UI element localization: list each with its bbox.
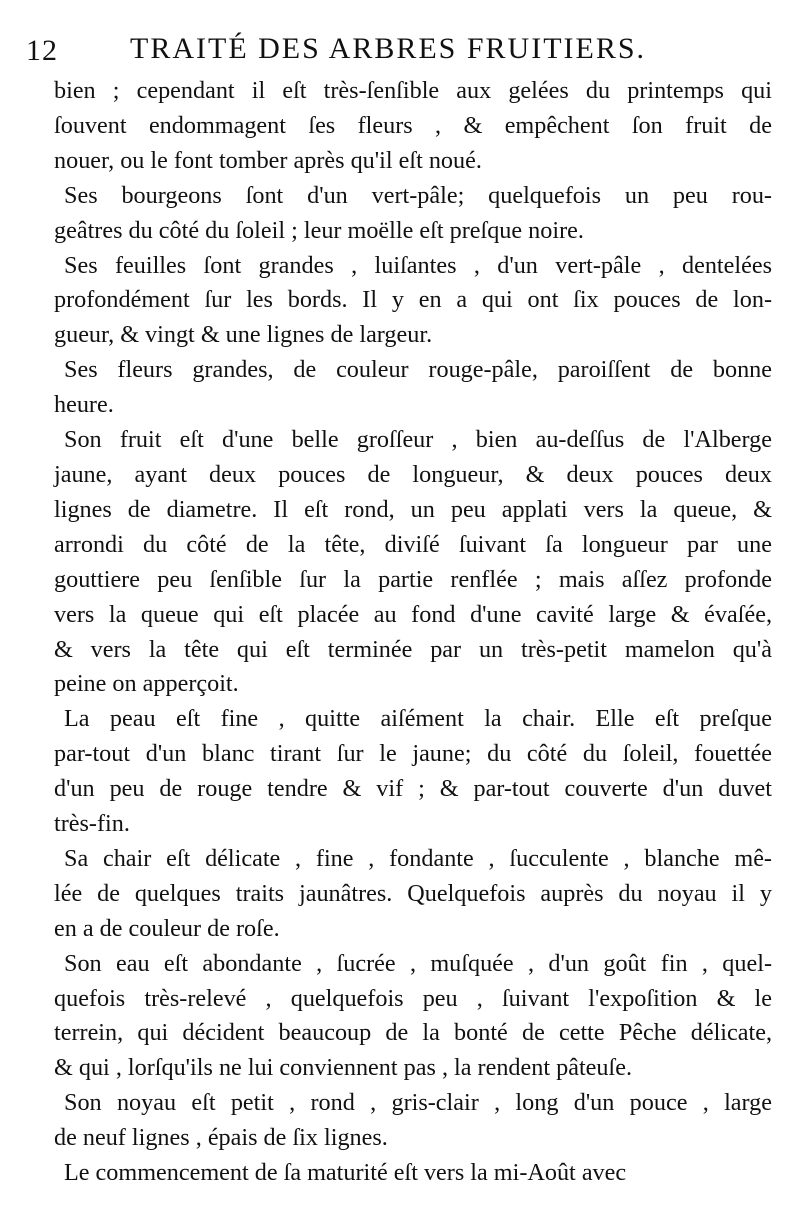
text-line: Ses feuilles ſont grandes , luiſantes , d'un vert-pâle , dentelées [64, 251, 772, 279]
text-line: peine on apperçoit. [54, 670, 239, 698]
text-line: nouer, ou le font tomber après qu'il eſt noué. [54, 146, 482, 174]
text-line: Ses fleurs grandes, de couleur rouge-pâle, paroiſſent de bonne [64, 356, 772, 384]
text-line: quefois très-relevé , quelquefois peu , ſuivant l'expoſition & le [54, 984, 772, 1012]
paragraph [54, 249, 772, 354]
text-line: de neuf lignes , épais de ſix lignes. [54, 1124, 388, 1152]
text-line: par-tout d'un blanc tirant ſur le jaune; du côté du ſoleil, fouettée [54, 740, 772, 768]
text-line: & qui , lorſqu'ils ne lui conviennent pas , la rendent pâteuſe. [54, 1054, 632, 1082]
text-line: gouttiere peu ſenſible ſur la partie renflée ; mais aſſez profonde [54, 565, 772, 593]
text-line: Le commencement de ſa maturité eſt vers la mi-Août avec [64, 1159, 627, 1187]
text-line: La peau eſt fine , quitte aiſément la chair. Elle eſt preſque [64, 705, 772, 733]
text-line: Ses bourgeons ſont d'un vert-pâle; quelquefois un peu rou- [64, 181, 772, 209]
text-line: Sa chair eſt délicate , fine , fondante , ſucculente , blanche mê- [64, 844, 772, 872]
text-line: arrondi du côté de la tête, diviſé ſuivant ſa longueur par une [54, 530, 772, 558]
text-line: profondément ſur les bords. Il y en a qui ont ſix pouces de lon- [54, 286, 772, 314]
text-line: & vers la tête qui eſt terminée par un très-petit mamelon qu'à [54, 635, 772, 663]
text-line: Son fruit eſt d'une belle groſſeur , bien au-deſſus de l'Alberge [64, 426, 772, 454]
text-line: terrein, qui décident beaucoup de la bonté de cette Pêche délicate, [54, 1019, 772, 1047]
paragraph [54, 1156, 772, 1191]
paragraph [54, 842, 772, 947]
text-line: d'un peu de rouge tendre & vif ; & par-tout couverte d'un duvet [54, 775, 772, 803]
page-number: 12 [26, 34, 58, 67]
paragraph [54, 702, 772, 842]
text-line: Son noyau eſt petit , rond , gris-clair , long d'un pouce , large [64, 1089, 772, 1117]
text-line: Son eau eſt abondante , ſucrée , muſquée , d'un goût fin , quel- [64, 949, 772, 977]
paragraph [54, 74, 772, 179]
paragraph [54, 947, 772, 1087]
text-line: heure. [54, 391, 114, 419]
paragraph [54, 179, 772, 249]
running-head [26, 28, 774, 72]
text-line: bien ; cependant il eſt très-ſenſible aux gelées du printemps qui [54, 77, 772, 104]
text-line: lée de quelques traits jaunâtres. Quelquefois auprès du noyau il y [54, 879, 772, 907]
text-line: lignes de diametre. Il eſt rond, un peu applati vers la queue, & [54, 495, 772, 523]
text-line: jaune, ayant deux pouces de longueur, & deux pouces deux [54, 460, 772, 488]
text-line: vers la queue qui eſt placée au fond d'une cavité large & évaſée, [54, 600, 772, 628]
text-line: ſouvent endommagent ſes fleurs , & empêchent ſon fruit de [54, 111, 772, 139]
text-line: en a de couleur de roſe. [54, 914, 280, 942]
paragraph [54, 353, 772, 423]
text-line: gueur, & vingt & une lignes de largeur. [54, 321, 433, 349]
text-line: geâtres du côté du ſoleil ; leur moëlle eſt preſque noire. [54, 216, 584, 244]
text-body [54, 74, 772, 1191]
paragraph [54, 423, 772, 702]
paragraph [54, 1086, 772, 1156]
text-line: très-fin. [54, 810, 130, 838]
running-title: TRAITÉ DES ARBRES FRUITIERS. [130, 32, 647, 65]
